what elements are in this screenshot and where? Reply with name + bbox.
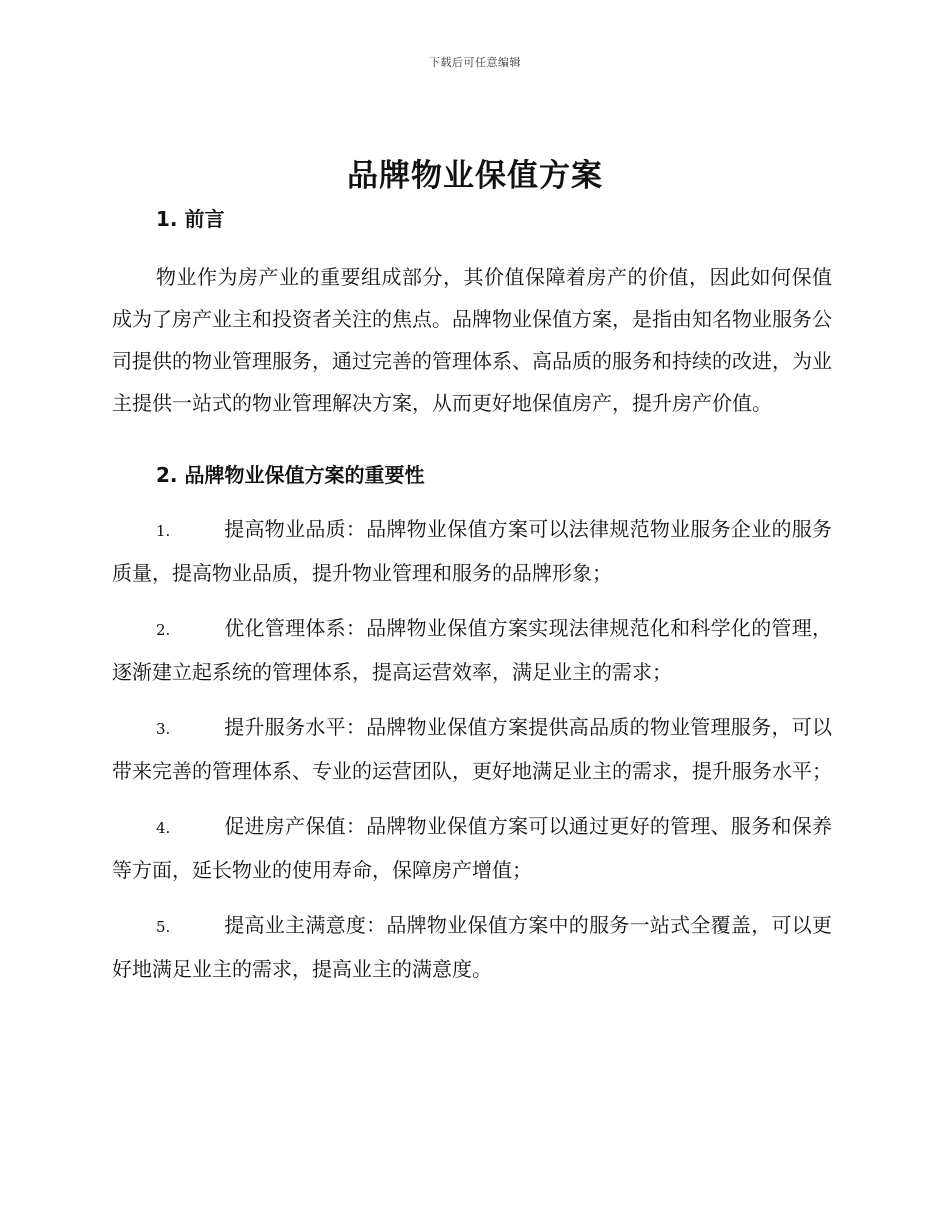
list-item-text: 提升服务水平：品牌物业保值方案提供高品质的物业管理服务，可以带来完善的管理体系、专业的运营团队，更好地满足业主的需求，提升服务水平；: [112, 715, 832, 783]
preface-paragraph: 物业作为房产业的重要组成部分，其价值保障着房产的价值，因此如何保值成为了房产业主和投资者关注的焦点。品牌物业保值方案，是指由知名物业服务公司提供的物业管理服务，通过完善的管理体系、高品质的服务和持续的改进，为业主提供一站式的物业管理解决方案，从而更好地保值房产，提升房产价值。: [112, 265, 832, 415]
list-item: [112, 607, 832, 693]
list-item-text: 提高物业品质：品牌物业保值方案可以法律规范物业服务企业的服务质量，提高物业品质，提升物业管理和服务的品牌形象；: [112, 517, 832, 585]
list-item: [112, 904, 832, 990]
list-item-number: 5.: [156, 918, 171, 936]
list-item-text: 提高业主满意度：品牌物业保值方案中的服务一站式全覆盖，可以更好地满足业主的需求，提高业主的满意度。: [112, 913, 832, 981]
document-body: [112, 202, 832, 1003]
importance-list: [112, 508, 832, 990]
list-item-number: 1.: [156, 522, 171, 540]
list-item-number: 2.: [156, 621, 171, 639]
list-item: [112, 706, 832, 792]
header-note: 下载后可任意编辑: [429, 56, 521, 69]
list-item-number: 4.: [156, 819, 171, 837]
list-item: [112, 805, 832, 891]
section-heading-importance: 2. 品牌物业保值方案的重要性: [156, 463, 425, 487]
list-item-text: 促进房产保值：品牌物业保值方案可以通过更好的管理、服务和保养等方面，延长物业的使用寿命，保障房产增值；: [112, 814, 832, 882]
list-item-text: 优化管理体系：品牌物业保值方案实现法律规范化和科学化的管理，逐渐建立起系统的管理体系，提高运营效率，满足业主的需求；: [112, 616, 832, 684]
section-heading-preface: 1. 前言: [156, 207, 225, 231]
list-item-number: 3.: [156, 720, 171, 738]
document-title: 品牌物业保值方案: [347, 158, 603, 194]
list-item: [112, 508, 832, 594]
